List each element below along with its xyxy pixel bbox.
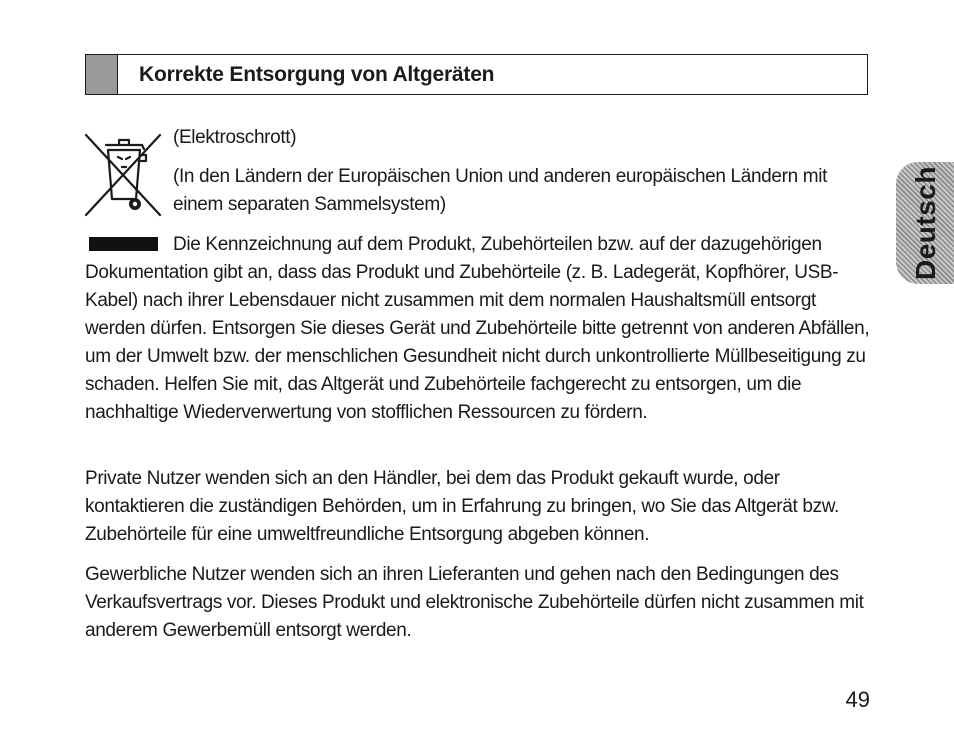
header-tab-marker — [86, 55, 118, 94]
scope-note: (In den Ländern der Europäischen Union und anderen europäischen Ländern mit einem separaten Sammelsystem) — [173, 166, 828, 215]
marking-paragraph: Die Kennzeichnung auf dem Produkt, Zubehörteilen bzw. auf der dazugehörigen Dokumentation gibt an, dass das Produkt und Zubehörteile (z. B. Ladegerät, Kopfhörer, USB-Kabel) nach ihrer Lebensdauer nicht zusammen mit dem normalen Haushaltsmüll entsorgt werden dürfen. Entsorgen Sie dieses Gerät und Zubehörteile bitte getrennt von anderen Abfällen, um der Umwelt bzw. der menschlichen Gesundheit nicht durch unkontrollierte Müllbeseitigung zu schaden. Helfen Sie mit, das Altgerät und Zubehörteile fachgerecht zu entsorgen, um die nachhaltige Wiederverwertung von stofflichen Ressourcen zu fördern. — [85, 234, 870, 423]
section-header — [85, 54, 868, 95]
category-label: (Elektroschrott) — [173, 127, 297, 148]
business-users-paragraph: Gewerbliche Nutzer wenden sich an ihren Lieferanten und gehen nach den Bedingungen des Verkaufsvertrags vor. Dieses Produkt und elektronische Zubehörteile dürfen nicht zusammen mit anderem Gewerbemüll entsorgt werden. — [85, 564, 864, 641]
language-side-tab — [896, 162, 954, 284]
language-side-tab-label: Deutsch — [910, 166, 941, 280]
private-users-paragraph: Private Nutzer wenden sich an den Händler, bei dem das Produkt gekauft wurde, oder kontaktieren die zuständigen Behörden, um in Erfahrung zu bringen, wo Sie das Altgerät bzw. Zubehörteile für eine umweltfreundliche Entsorgung abgeben können. — [85, 468, 839, 545]
section-title: Korrekte Entsorgung von Altgeräten — [139, 62, 495, 86]
crossed-out-wheelie-bin-icon — [84, 131, 164, 219]
page-number: 49 — [845, 687, 870, 712]
